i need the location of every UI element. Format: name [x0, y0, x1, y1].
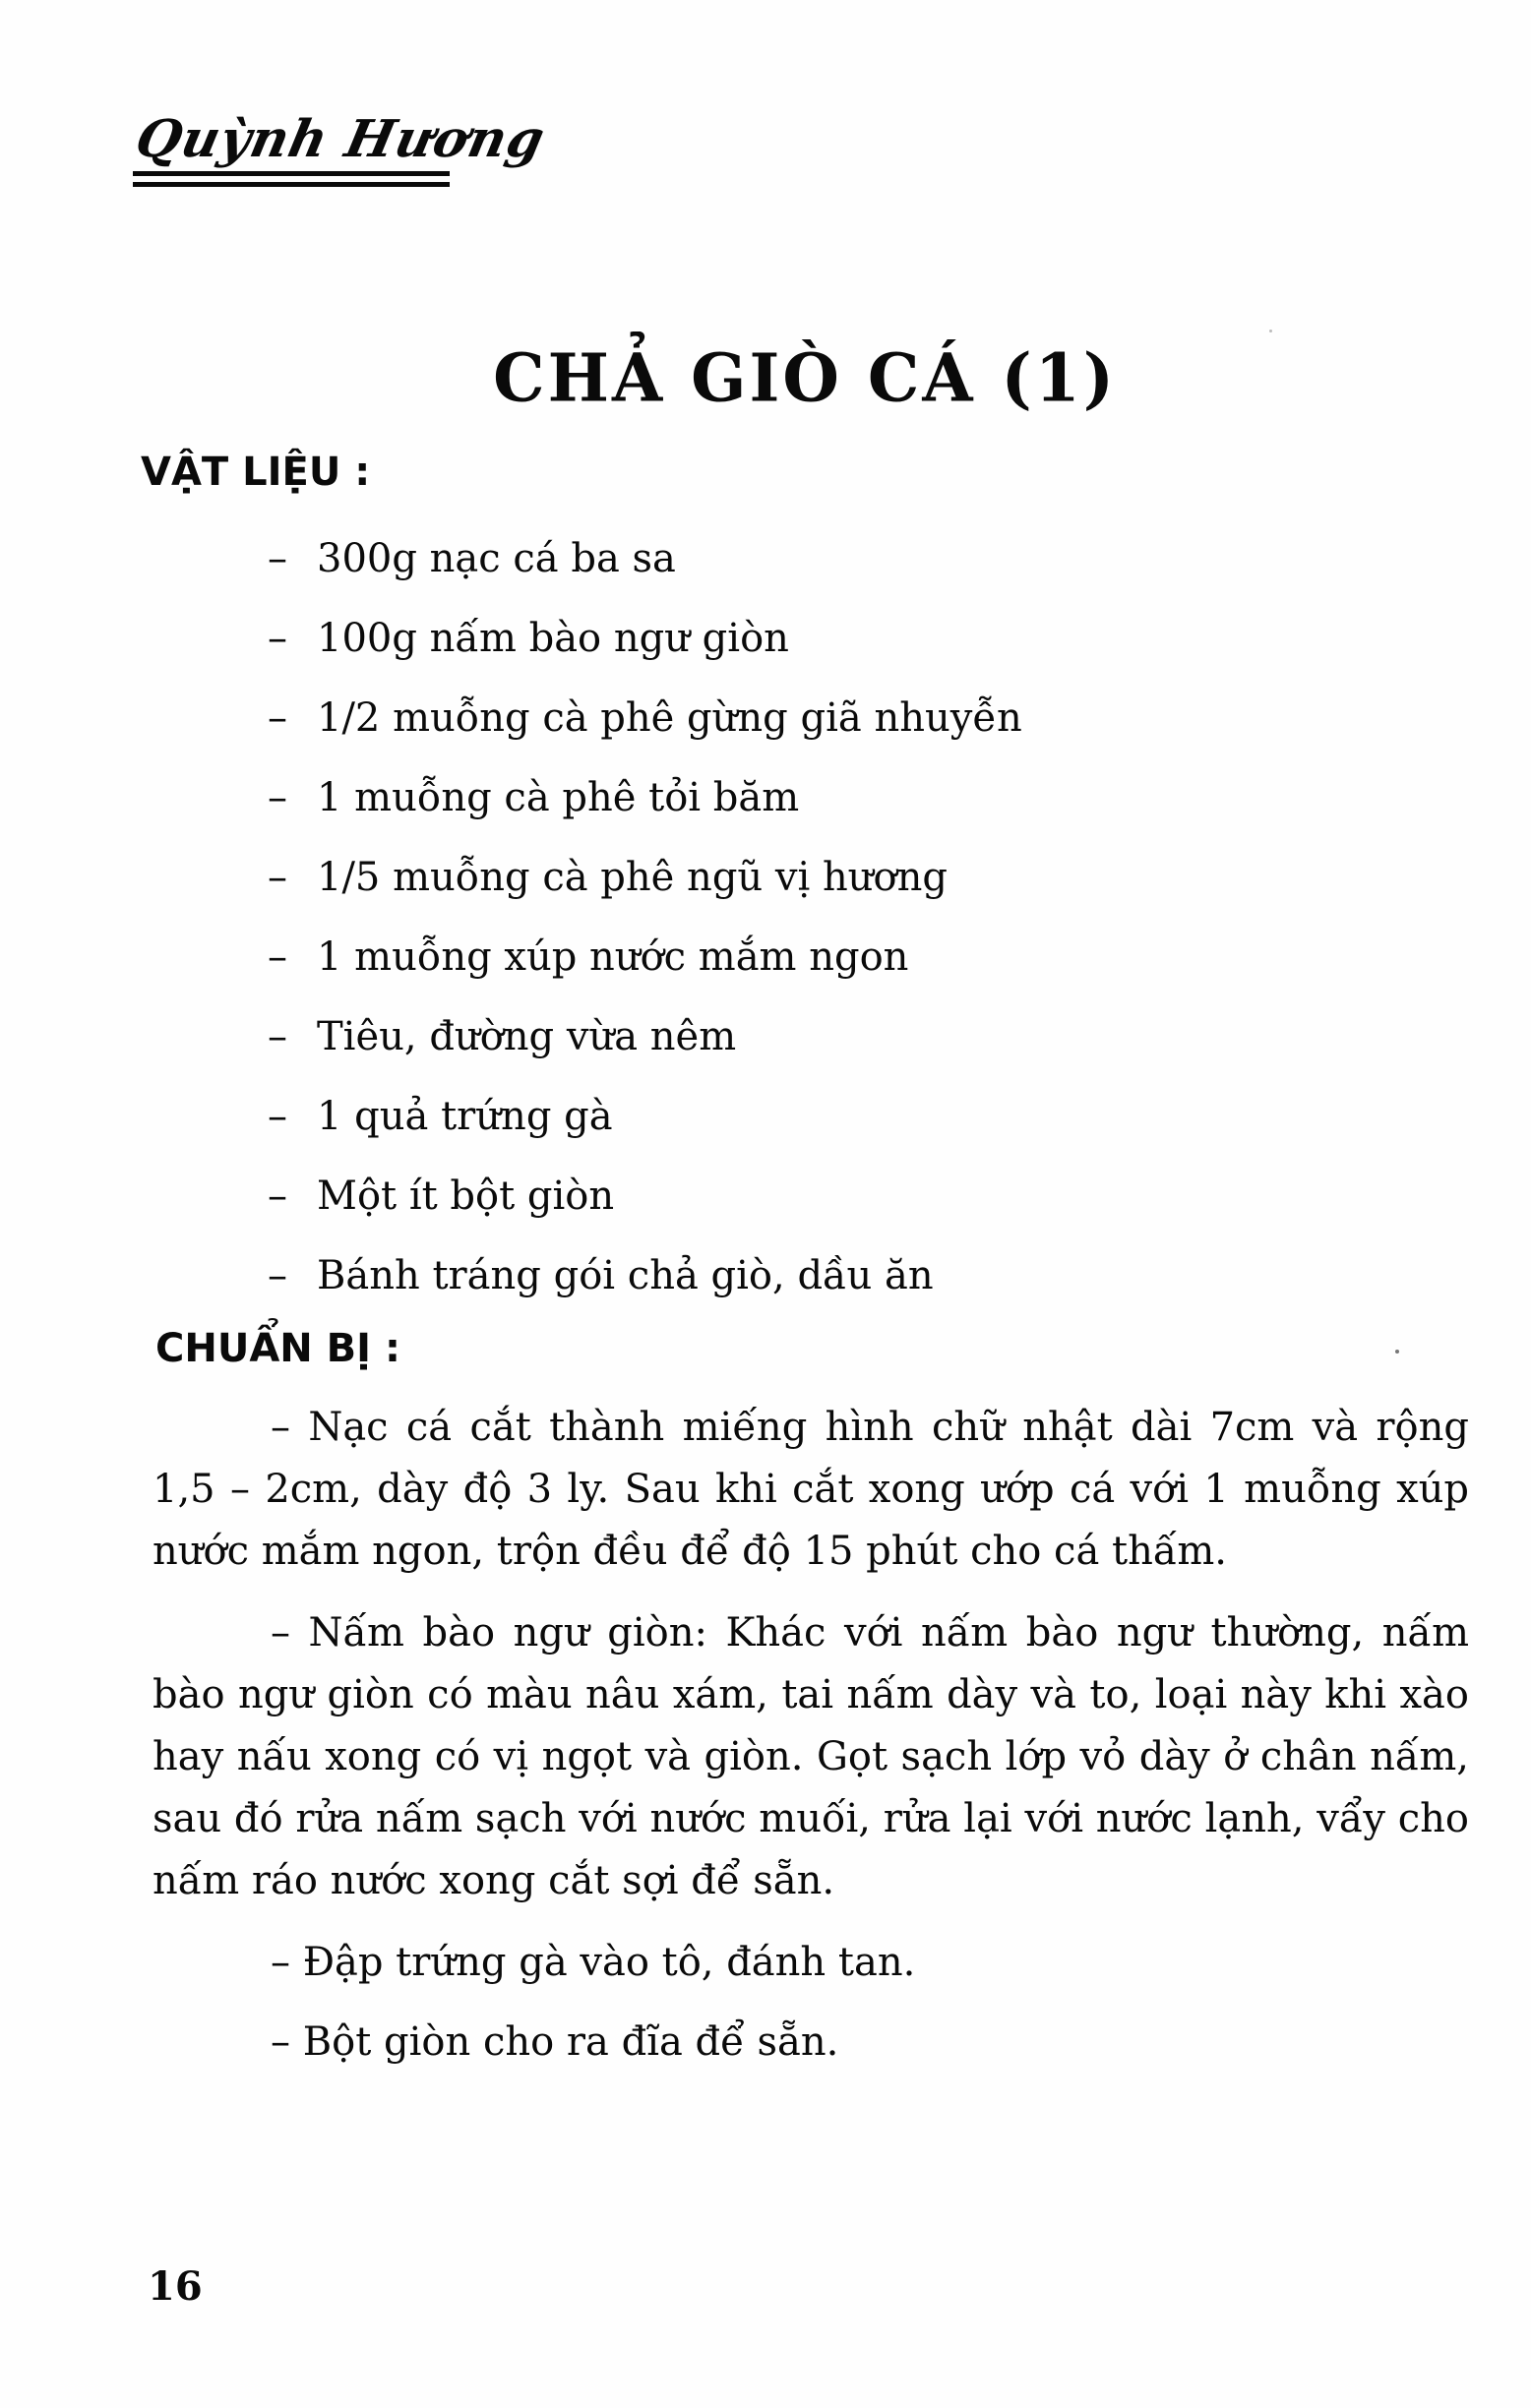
header-rule-top — [133, 171, 450, 176]
list-dash: – — [268, 1094, 287, 1139]
preparation-paragraph: – Nạc cá cắt thành miếng hình chữ nhật dài 7cm và rộng 1,5 – 2cm, dày độ 3 ly. Sau khi cắt xong ướp cá với 1 muỗng xúp nước mắm ngon, trộn đều để độ 15 phút cho cá thấm. — [153, 1405, 1469, 1574]
list-dash: – — [268, 855, 287, 900]
list-dash: – — [268, 695, 287, 741]
list-dash: – — [268, 616, 287, 661]
ingredient-item — [268, 758, 1022, 838]
preparation-heading: CHUẨN BỊ : — [155, 1326, 400, 1371]
list-dash: – — [268, 934, 287, 980]
list-dash: – — [268, 1253, 287, 1298]
page-number: 16 — [148, 2263, 203, 2310]
list-dash: – — [268, 1014, 287, 1059]
ingredient-text: 100g nấm bào ngư giòn — [317, 616, 789, 661]
ingredient-item — [268, 838, 1022, 918]
preparation-body — [153, 1397, 1469, 2091]
recipe-title: CHẢ GIÒ CÁ (1) — [493, 338, 1117, 417]
ingredient-item — [268, 599, 1022, 679]
list-dash: – — [268, 536, 287, 581]
ingredient-text: 1 quả trứng gà — [317, 1094, 613, 1139]
ingredient-item — [268, 519, 1022, 599]
materials-heading: VẬT LIỆU : — [141, 450, 371, 495]
ingredient-text: 1/2 muỗng cà phê gừng giã nhuyễn — [317, 695, 1022, 741]
ingredient-item — [268, 1236, 1022, 1316]
ingredient-item — [268, 918, 1022, 997]
ingredient-text: Một ít bột giòn — [317, 1174, 615, 1219]
ingredient-item — [268, 997, 1022, 1077]
ingredient-item — [268, 1077, 1022, 1157]
preparation-paragraph: – Bột giòn cho ra đĩa để sẵn. — [271, 2019, 839, 2065]
ingredient-text: 1 muỗng cà phê tỏi băm — [317, 775, 800, 820]
author-signature: Quỳnh Hương — [130, 109, 551, 169]
list-dash: – — [268, 1174, 287, 1219]
ingredient-list — [268, 519, 1022, 1316]
running-header-author — [130, 109, 551, 189]
preparation-paragraph: – Đập trứng gà vào tô, đánh tan. — [271, 1940, 916, 1985]
preparation-paragraph: – Nấm bào ngư giòn: Khác với nấm bào ngư thường, nấm bào ngư giòn có màu nâu xám, tai nấm dày và to, loại này khi xào hay nấu xong có vị ngọt và giòn. Gọt sạch lớp vỏ dày ở chân nấm, sau đó rửa nấm sạch với nước muối, rửa lại với nước lạnh, vẩy cho nấm ráo nước xong cắt sợi để sẵn. — [153, 1610, 1469, 1903]
list-dash: – — [268, 775, 287, 820]
ingredient-text: Bánh tráng gói chả giò, dầu ăn — [317, 1253, 934, 1298]
ingredient-text: 1 muỗng xúp nước mắm ngon — [317, 934, 909, 980]
scan-speck — [1395, 1350, 1399, 1354]
ingredient-item — [268, 679, 1022, 758]
ingredient-text: 300g nạc cá ba sa — [317, 536, 676, 581]
ingredient-text: Tiêu, đường vừa nêm — [317, 1014, 737, 1059]
header-rule-bottom — [133, 182, 450, 187]
scan-speck — [1269, 330, 1272, 332]
ingredient-item — [268, 1157, 1022, 1236]
ingredient-text: 1/5 muỗng cà phê ngũ vị hương — [317, 855, 948, 900]
